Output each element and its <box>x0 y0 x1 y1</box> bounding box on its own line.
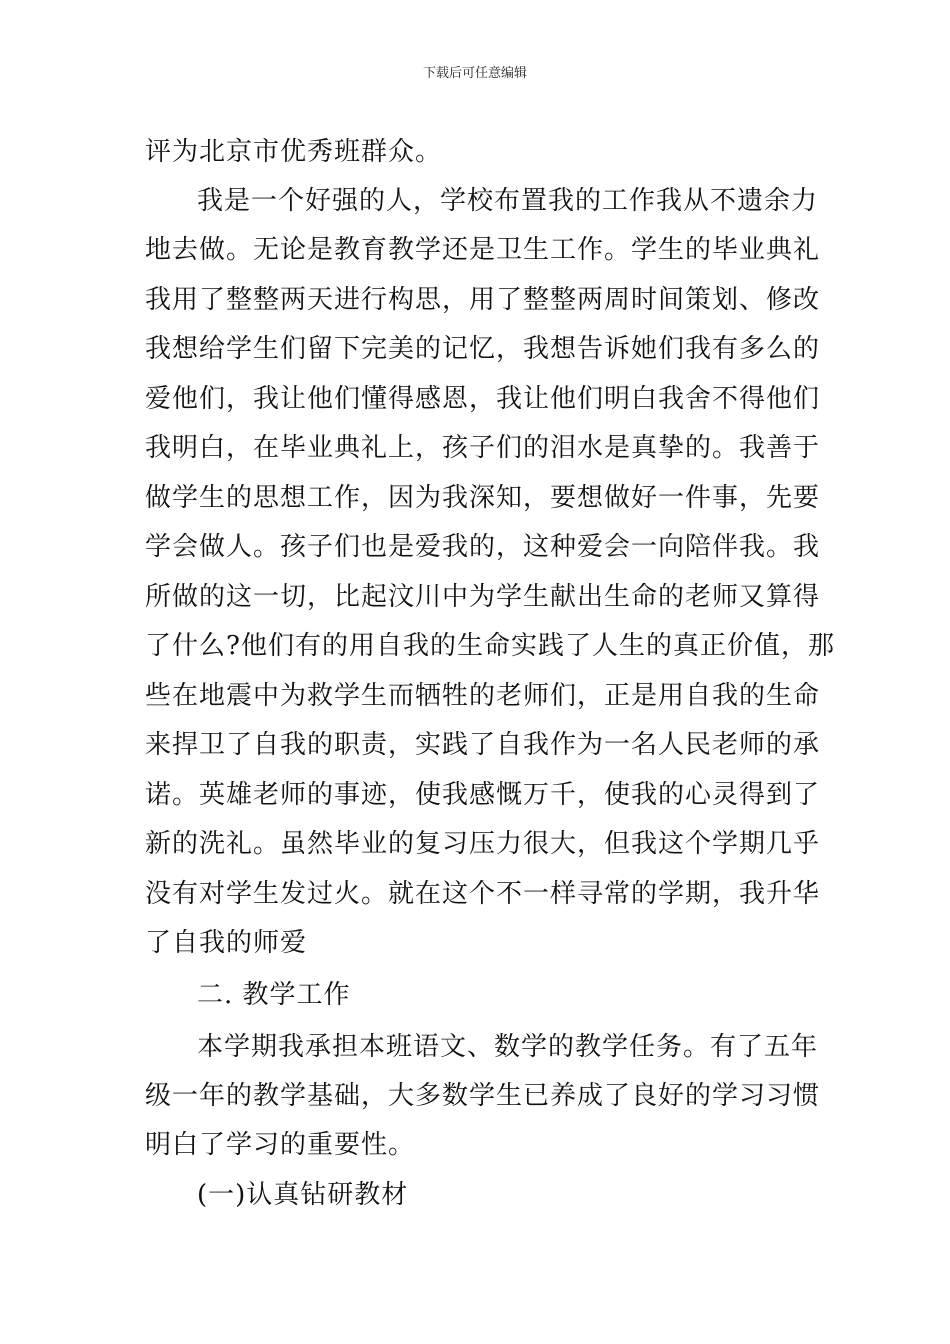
text-line: 评为北京市优秀班群众。 <box>145 137 443 167</box>
text-line: 我想给学生们留下完美的记忆，我想告诉她们我有多么的 <box>145 334 821 364</box>
text-line: 本学期我承担本班语文、数学的教学任务。有了五年 <box>197 1032 819 1062</box>
text-line: 学会做人。孩子们也是爱我的，这种爱会一向陪伴我。我 <box>145 532 821 562</box>
text-line: 我明白，在毕业典礼上，孩子们的泪水是真挚的。我善于 <box>145 433 821 463</box>
text-line: 了自我的师爱 <box>145 928 308 958</box>
text-line: 新的洗礼。虽然毕业的复习压力很大，但我这个学期几乎 <box>145 829 821 859</box>
text-line: 爱他们，我让他们懂得感恩，我让他们明白我舍不得他们 <box>145 384 821 414</box>
subsection-heading: (一)认真钻研教材 <box>197 1180 409 1210</box>
text-line: 没有对学生发过火。就在这个不一样寻常的学期，我升华 <box>145 879 821 909</box>
text-line: 所做的这一切，比起汶川中为学生献出生命的老师又算得 <box>145 582 821 612</box>
text-line: 我是一个好强的人，学校布置我的工作我从不遗余力 <box>197 186 819 216</box>
text-line: 了什么?他们有的用自我的生命实践了人生的真正价值，那 <box>145 631 835 661</box>
text-line: 做学生的思想工作，因为我深知，要想做好一件事，先要 <box>145 483 821 513</box>
text-line: 级一年的教学基础，大多数学生已养成了良好的学习习惯 <box>145 1081 821 1111</box>
text-line: 来捍卫了自我的职责，实践了自我作为一名人民老师的承 <box>145 730 821 760</box>
text-line: 我用了整整两天进行构思，用了整整两周时间策划、修改 <box>145 285 821 315</box>
section-heading: 二. 教学工作 <box>197 980 351 1010</box>
text-line: 些在地震中为救学生而牺牲的老师们，正是用自我的生命 <box>145 681 821 711</box>
text-line: 地去做。无论是教育教学还是卫生工作。学生的毕业典礼 <box>145 235 821 265</box>
text-line: 诺。英雄老师的事迹，使我感慨万千，使我的心灵得到了 <box>145 780 821 810</box>
text-line: 明白了学习的重要性。 <box>145 1130 416 1160</box>
page-header: 下载后可任意编辑 <box>422 66 527 81</box>
